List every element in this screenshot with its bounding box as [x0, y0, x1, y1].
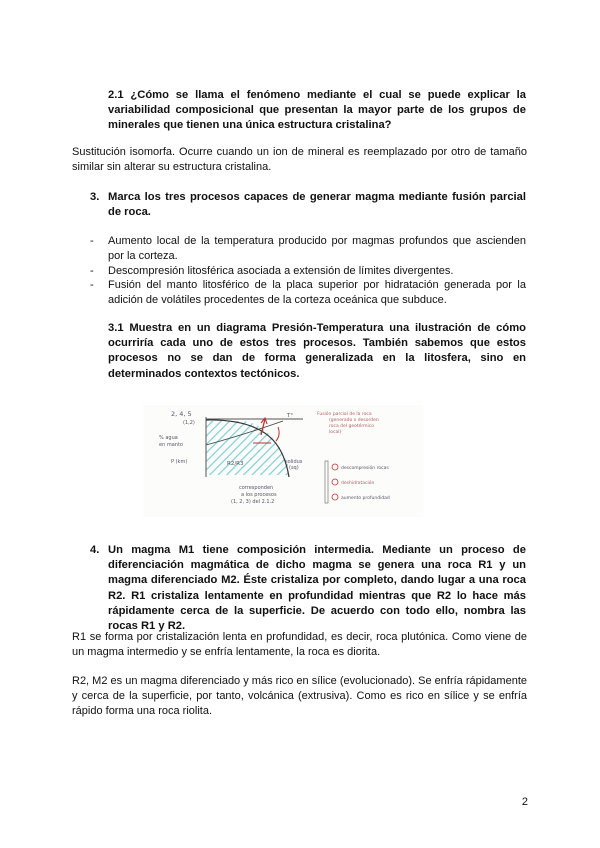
pt-diagram-svg: [143, 405, 423, 517]
axis-label-pressure: P (km): [171, 459, 188, 465]
diagram-label: corresponden: [239, 485, 274, 491]
answer-4-paragraph-2: R2, M2 es un magma diferenciado y más rico en sílice (evolucionado). Se enfría rápidamente y cerca de la superficie, por tanto, volcánica (extrusiva). Como es rico en sílice y se enfría rápido forma una roca riolita.: [72, 675, 527, 718]
legend-label: deshidratación: [341, 481, 375, 486]
diagram-label: % agua: [159, 435, 178, 441]
list-item: - Aumento local de la temperatura producido por magmas profundos que ascienden por la corteza.: [90, 234, 526, 264]
diagram-label: (1,2): [183, 420, 195, 426]
diagram-note: local): [329, 430, 342, 435]
pt-diagram-image: [143, 405, 423, 517]
diagram-label: solidus: [285, 459, 303, 465]
answer-2-1: Sustitución isomorfa. Ocurre cuando un ion de mineral es reemplazado por otro de tamaño similar sin alterar su estructura cristalina.: [72, 146, 527, 174]
axis-label-temperature: T°: [287, 413, 294, 419]
region-label: R2/R3: [227, 461, 244, 467]
answer-4-paragraph-1: R1 se forma por cristalización lenta en profundidad, es decir, roca plutónica. Como viene de un magma intermedio y se enfría lentamente, la roca es diorita.: [72, 631, 527, 659]
answer-3-list: [90, 234, 526, 308]
list-item: - Descompresión litosférica asociada a extensión de límites divergentes.: [90, 264, 526, 279]
diagram-label: (1, 2, 3) del 2.1.2: [231, 499, 275, 505]
diagram-label: a los procesos: [241, 492, 277, 498]
question-4-number: 4.: [90, 544, 100, 556]
question-3: Marca los tres procesos capaces de generar magma mediante fusión parcial de roca.: [108, 191, 526, 219]
legend-marker-1: [332, 464, 338, 470]
legend-label: aumento profundidad: [341, 496, 390, 501]
diagram-note: roca del geotérmico: [329, 424, 375, 429]
legend-marker-2: [332, 479, 338, 485]
legend-bracket: [325, 461, 328, 503]
diagram-note: (generado x desorden: [329, 418, 379, 423]
diagram-label: 2, 4, 5: [171, 410, 192, 418]
legend-label: descompresión rocas: [341, 466, 389, 471]
diagram-label: en manto: [159, 442, 183, 448]
question-2-1: 2.1 ¿Cómo se llama el fenómeno mediante el cual se puede explicar la variabilidad composicional que presentan la mayor parte de los grupos de minerales que tienen una única estructura cristalina?: [108, 89, 526, 132]
process-arrow: [276, 427, 279, 441]
question-3-1: 3.1 Muestra en un diagrama Presión-Temperatura una ilustración de cómo ocurriría cada uno de estos tres procesos. También sabemos que estos procesos no se dan de forma generalizada en la litosfera, sino en determinados contextos tectónicos.: [108, 322, 526, 380]
question-4: Un magma M1 tiene composición intermedia. Mediante un proceso de diferenciación magmática de dicho magma se genera una roca R1 y un magma diferenciado M2. Éste cristaliza por completo, dando lugar a una roca R2. R1 cristaliza lentamente en profundidad mientras que R2 lo hace más rápidamente cerca de la superficie. De acuerdo con todo ello, nombra las rocas R1 y R2.: [108, 544, 526, 633]
question-3-number: 3.: [90, 191, 100, 203]
diagram-label: (sq): [289, 465, 299, 471]
melt-region: [206, 421, 288, 475]
list-item: - Fusión del manto litosférico de la placa superior por hidratación generada por la adición de volátiles procedentes de la corteza oceánica que subduce.: [90, 278, 526, 308]
diagram-note: Fusión parcial de la roca: [317, 412, 372, 417]
legend-marker-3: [332, 494, 338, 500]
page-number: 2: [521, 796, 528, 808]
